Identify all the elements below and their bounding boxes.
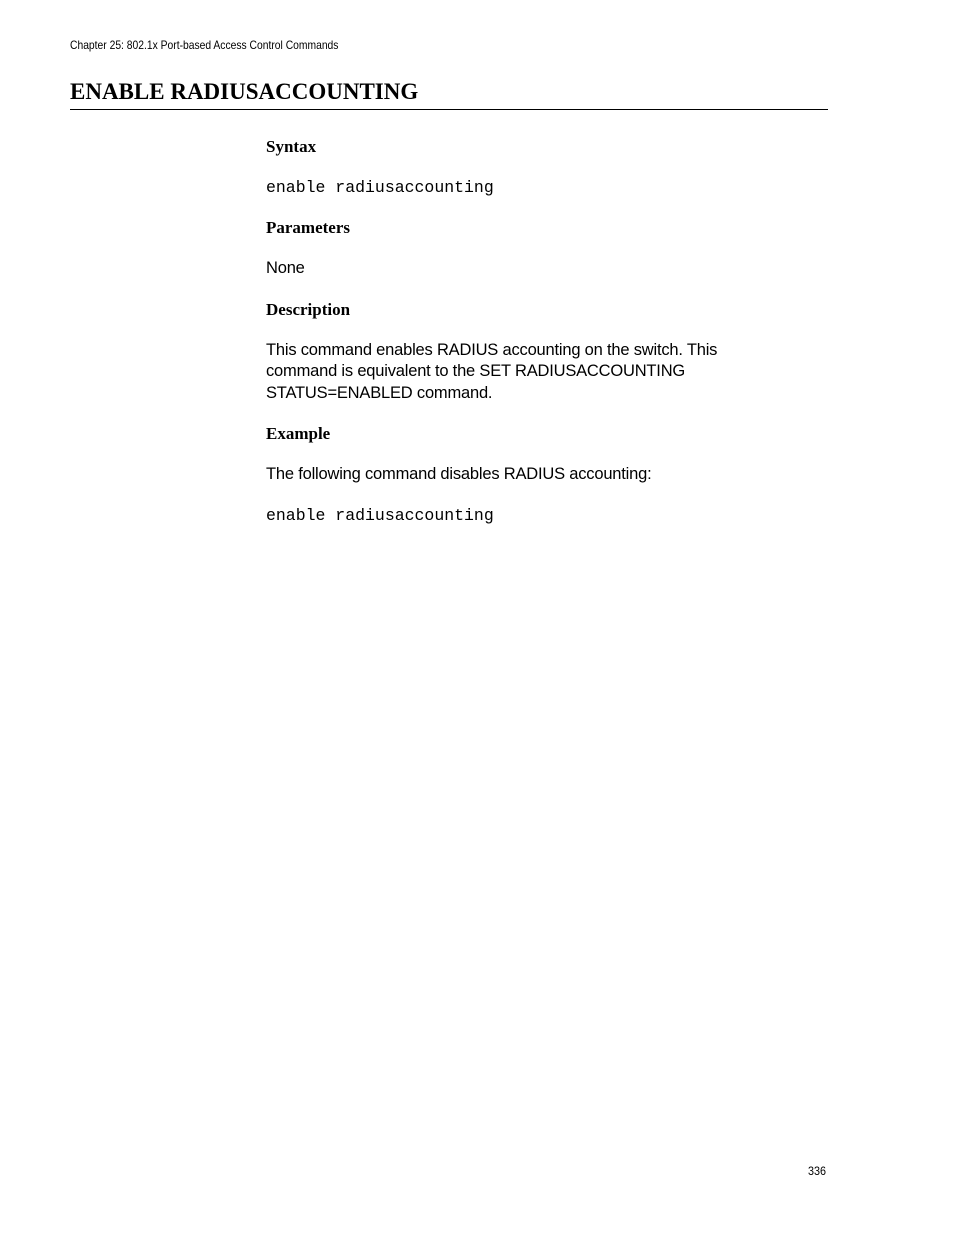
parameters-heading: Parameters [266, 218, 351, 237]
page-number: 336 [808, 1164, 827, 1178]
example-code: enable radiusaccounting [266, 505, 494, 525]
example-text: The following command disables RADIUS accounting: [266, 465, 652, 483]
syntax-section [266, 136, 786, 198]
page-title: ENABLE RADIUSACCOUNTING [70, 79, 419, 104]
description-text [266, 340, 786, 405]
description-line: STATUS=ENABLED command. [266, 383, 493, 402]
description-section [266, 299, 786, 405]
running-header: Chapter 25: 802.1x Port-based Access Control Commands [70, 38, 339, 52]
parameters-text: None [266, 259, 305, 277]
description-line: This command enables RADIUS accounting on the switch. This [266, 340, 718, 359]
parameters-section [266, 217, 786, 280]
example-heading: Example [266, 424, 331, 443]
syntax-code: enable radiusaccounting [266, 178, 494, 197]
title-divider [70, 109, 828, 110]
description-heading: Description [266, 299, 351, 319]
example-section [266, 423, 786, 526]
syntax-heading: Syntax [266, 137, 317, 156]
command-content [266, 136, 786, 526]
description-line: command is equivalent to the SET RADIUSACCOUNTING [266, 362, 686, 380]
